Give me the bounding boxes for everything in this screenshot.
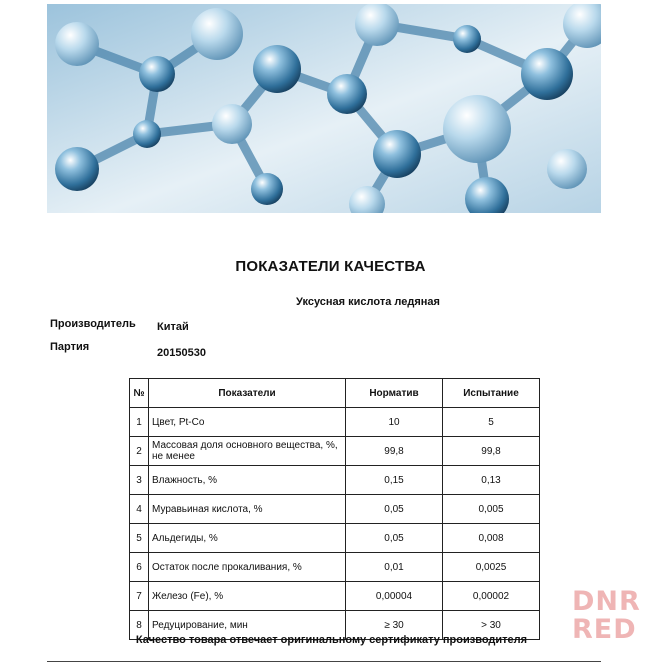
manufacturer-label: Производитель <box>50 318 136 330</box>
row-parameter: Влажность, % <box>149 466 346 495</box>
table-header-row <box>130 379 540 408</box>
row-parameter: Цвет, Pt-Co <box>149 408 346 437</box>
manufacturer-value: Китай <box>157 321 189 333</box>
header-norm: Норматив <box>346 379 443 408</box>
certificate-note: Качество товара отвечает оригинальному сертификату производителя <box>135 634 528 646</box>
row-norm: 10 <box>346 408 443 437</box>
watermark-logo <box>572 588 652 644</box>
batch-value: 20150530 <box>157 347 206 359</box>
table-row <box>130 524 540 553</box>
row-test: 0,00002 <box>443 582 540 611</box>
row-norm: 0,01 <box>346 553 443 582</box>
product-name: Уксусная кислота ледяная <box>296 296 440 308</box>
row-norm: 0,15 <box>346 466 443 495</box>
row-test: 5 <box>443 408 540 437</box>
row-number: 2 <box>130 437 149 466</box>
table-row <box>130 437 540 466</box>
table-row <box>130 466 540 495</box>
row-number: 1 <box>130 408 149 437</box>
row-norm: ≥ 30 <box>346 611 443 640</box>
row-test: > 30 <box>443 611 540 640</box>
document-title: ПОКАЗАТЕЛИ КАЧЕСТВА <box>235 258 426 275</box>
quality-table <box>129 378 540 640</box>
table-row <box>130 582 540 611</box>
watermark-line-1: DNR <box>572 586 641 617</box>
row-test: 99,8 <box>443 437 540 466</box>
row-test: 0,13 <box>443 466 540 495</box>
row-test: 0,005 <box>443 495 540 524</box>
row-test: 0,0025 <box>443 553 540 582</box>
row-norm: 99,8 <box>346 437 443 466</box>
row-parameter: Массовая доля основного вещества, %, не менее <box>149 437 346 466</box>
row-test: 0,008 <box>443 524 540 553</box>
row-number: 5 <box>130 524 149 553</box>
table-row <box>130 553 540 582</box>
molecule-banner-image <box>47 4 601 213</box>
molecule-illustration <box>47 4 601 213</box>
row-number: 6 <box>130 553 149 582</box>
row-norm: 0,05 <box>346 495 443 524</box>
header-test: Испытание <box>443 379 540 408</box>
row-norm: 0,00004 <box>346 582 443 611</box>
row-parameter: Альдегиды, % <box>149 524 346 553</box>
row-parameter: Муравьиная кислота, % <box>149 495 346 524</box>
row-parameter: Редуцирование, мин <box>149 611 346 640</box>
row-number: 3 <box>130 466 149 495</box>
header-number: № <box>130 379 149 408</box>
row-norm: 0,05 <box>346 524 443 553</box>
table-row <box>130 495 540 524</box>
row-number: 8 <box>130 611 149 640</box>
table-row <box>130 408 540 437</box>
row-parameter: Железо (Fe), % <box>149 582 346 611</box>
watermark-line-2: RED <box>572 614 637 645</box>
row-parameter: Остаток после прокаливания, % <box>149 553 346 582</box>
row-number: 7 <box>130 582 149 611</box>
row-number: 4 <box>130 495 149 524</box>
bottom-divider <box>47 661 601 662</box>
header-parameter: Показатели <box>149 379 346 408</box>
batch-label: Партия <box>50 341 90 353</box>
